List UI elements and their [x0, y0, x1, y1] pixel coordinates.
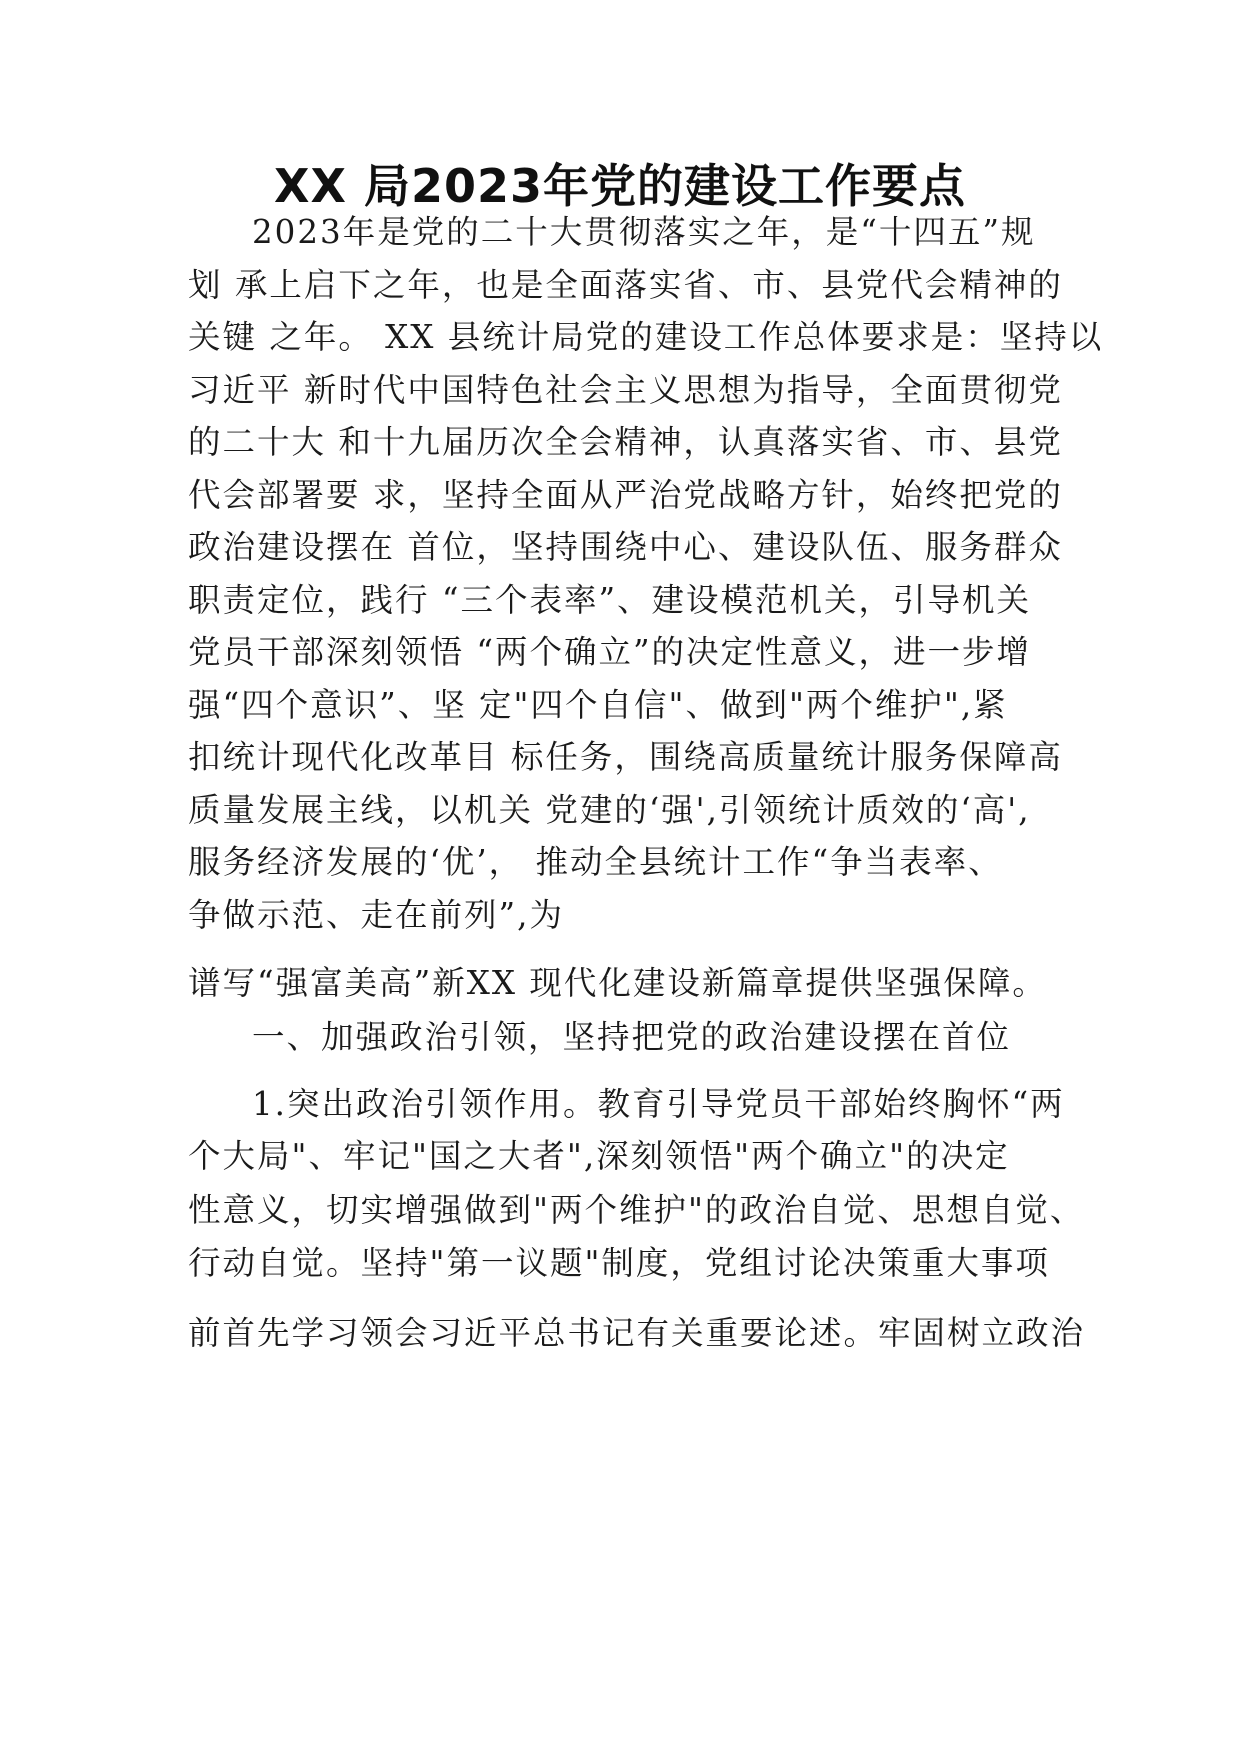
section-heading: 一、加强政治引领，坚持把党的政治建设摆在首位 [252, 1018, 1012, 1056]
body-line: 强“四个意识”、坚 定"四个自信"、做到"两个维护",紧 [188, 686, 1008, 724]
body-line: 性意义，切实增强做到"两个维护"的政治自觉、思想自觉、 [188, 1191, 1085, 1229]
body-line: 前首先学习领会习近平总书记有关重要论述。牢固树立政治 [188, 1314, 1086, 1352]
body-line: 划 承上启下之年，也是全面落实省、市、县党代会精神的 [188, 266, 1063, 304]
body-line: 扣统计现代化改革目 标任务，围绕高质量统计服务保障高 [188, 738, 1063, 776]
body-line: 行动自觉。坚持"第一议题"制度，党组讨论决策重大事项 [188, 1244, 1050, 1282]
document-title: XX 局2023年党的建设工作要点 [274, 159, 966, 213]
body-line: 习近平 新时代中国特色社会主义思想为指导，全面贯彻党 [188, 371, 1063, 409]
body-line: 2023年是党的二十大贯彻落实之年，是“十四五”规 [252, 213, 1036, 251]
body-line: 争做示范、走在前列”,为 [188, 896, 564, 934]
body-line: 党员干部深刻领悟 “两个确立”的决定性意义，进一步增 [188, 633, 1032, 671]
body-line: 个大局"、牢记"国之大者",深刻领悟"两个确立"的决定 [188, 1137, 1010, 1175]
body-line: 的二十大 和十九届历次全会精神，认真落实省、市、县党 [188, 423, 1063, 461]
body-line: 质量发展主线，以机关 党建的‘强',引领统计质效的‘高', [188, 791, 1031, 829]
body-line: 关键 之年。 XX 县统计局党的建设工作总体要求是：坚持以 [188, 318, 1104, 356]
body-line: 代会部署要 求，坚持全面从严治党战略方针，始终把党的 [188, 476, 1063, 514]
body-line: 职责定位，践行 “三个表率”、建设模范机关，引导机关 [188, 581, 1032, 619]
body-line: 1.突出政治引领作用。教育引导党员干部始终胸怀“两 [252, 1085, 1065, 1123]
body-line: 服务经济发展的‘优’， 推动全县统计工作“争当表率、 [188, 843, 1003, 881]
body-line: 政治建设摆在 首位，坚持围绕中心、建设队伍、服务群众 [188, 528, 1063, 566]
body-line: 谱写“强富美高”新XX 现代化建设新篇章提供坚强保障。 [188, 964, 1047, 1002]
